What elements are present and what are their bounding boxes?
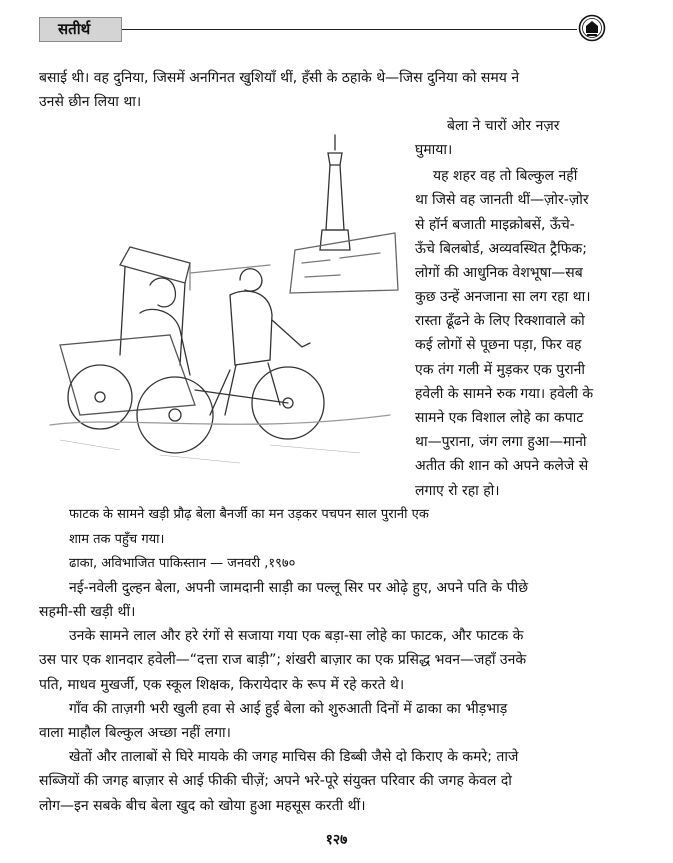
text-line: हवेली के सामने रुक गया। हवेली के xyxy=(415,386,594,402)
text-line: एक तंग गली में मुड़कर एक पुरानी xyxy=(415,362,585,378)
text-line: पति, माधव मुखर्जी, एक स्कूल शिक्षक, किरायेदार के रूप में रहे करते थे। xyxy=(39,677,405,693)
text-line: रास्ता ढूँढने के लिए रिक्शावाले को xyxy=(415,313,585,329)
text-line: बेला ने चारों ओर नज़र xyxy=(447,118,560,134)
emblem-icon xyxy=(578,14,606,42)
header-rule xyxy=(122,29,577,30)
text-line: खेतों और तालाबों से घिरे मायके की जगह माचिस की डिब्बी जैसे दो किराए के कमरे; ताजे xyxy=(69,749,519,765)
header-title: सतीर्थ xyxy=(58,20,91,38)
text-line: गाँव की ताज़गी भरी खुली हवा से आई हुई बेला को शुरुआती दिनों में ढाका का भीड़भाड़ xyxy=(69,701,508,717)
text-line: लोग—इन सबके बीच बेला खुद को खोया हुआ महसूस करती थीं। xyxy=(39,798,366,814)
text-line: कुछ उन्हें अनजाना सा लग रहा था। xyxy=(415,289,591,305)
rickshaw-sketch xyxy=(40,115,410,500)
text-line: ढाका, अविभाजित पाकिस्तान — जनवरी ,१९७० xyxy=(69,556,296,571)
text-line: फाटक के सामने खड़ी प्रौढ़ बेला बैनर्जी का मन उड़कर पचपन साल पुरानी एक xyxy=(69,507,429,522)
text-line: था जिसे वह जानती थीं—ज़ोर-ज़ोर xyxy=(415,192,589,208)
text-line: उनसे छीन लिया था। xyxy=(39,94,142,110)
text-line: सामने एक विशाल लोहे का कपाट xyxy=(415,410,584,426)
text-line: कई लोगों से पूछना पड़ा, फिर वह xyxy=(415,337,582,353)
text-line: यह शहर वह तो बिल्कुल नहीं xyxy=(433,168,578,184)
text-line: घुमाया। xyxy=(415,142,453,158)
text-line: उस पार एक शानदार हवेली—“दत्ता राज बाड़ी”; शंखरी बाज़ार का एक प्रसिद्ध भवन—जहाँ उनके xyxy=(39,652,527,668)
text-line: बसाई थी। वह दुनिया, जिसमें अनगिनत खुशियाँ थीं, हँसी के ठहाके थे—जिस दुनिया को समय ने xyxy=(39,70,520,86)
text-line: लोगों की आधुनिक वेशभूषा—सब xyxy=(415,265,583,281)
page-number: १२७ xyxy=(325,832,348,848)
text-line: अतीत की शान को अपने कलेजे से xyxy=(415,458,589,474)
text-line: वाला माहौल बिल्कुल अच्छा नहीं लगा। xyxy=(39,725,231,741)
text-line: नई-नवेली दुल्हन बेला, अपनी जामदानी साड़ी का पल्लू सिर पर ओढ़े हुए, अपने पति के पीछे xyxy=(69,580,529,596)
text-line: उनके सामने लाल और हरे रंगों से सजाया गया एक बड़ा-सा लोहे का फाटक, और फाटक के xyxy=(69,628,524,644)
text-line: सहमी-सी खड़ी थीं। xyxy=(39,604,136,620)
text-line: लगाए रो रहा हो। xyxy=(415,483,500,499)
text-line: था—पुराना, जंग लगा हुआ—मानो xyxy=(415,434,587,450)
text-line: से हॉर्न बजाती माइक्रोबसें, ऊँचे- xyxy=(415,217,575,233)
text-line: ऊँचे बिलबोर्ड, अव्यवस्थित ट्रैफिक; xyxy=(415,241,587,257)
text-line: शाम तक पहुँच गया। xyxy=(69,532,165,547)
text-line: सब्जियों की जगह बाज़ार से आई फीकी चीज़ें; अपने भरे-पूरे संयुक्त परिवार की जगह केवल दो xyxy=(39,773,512,789)
